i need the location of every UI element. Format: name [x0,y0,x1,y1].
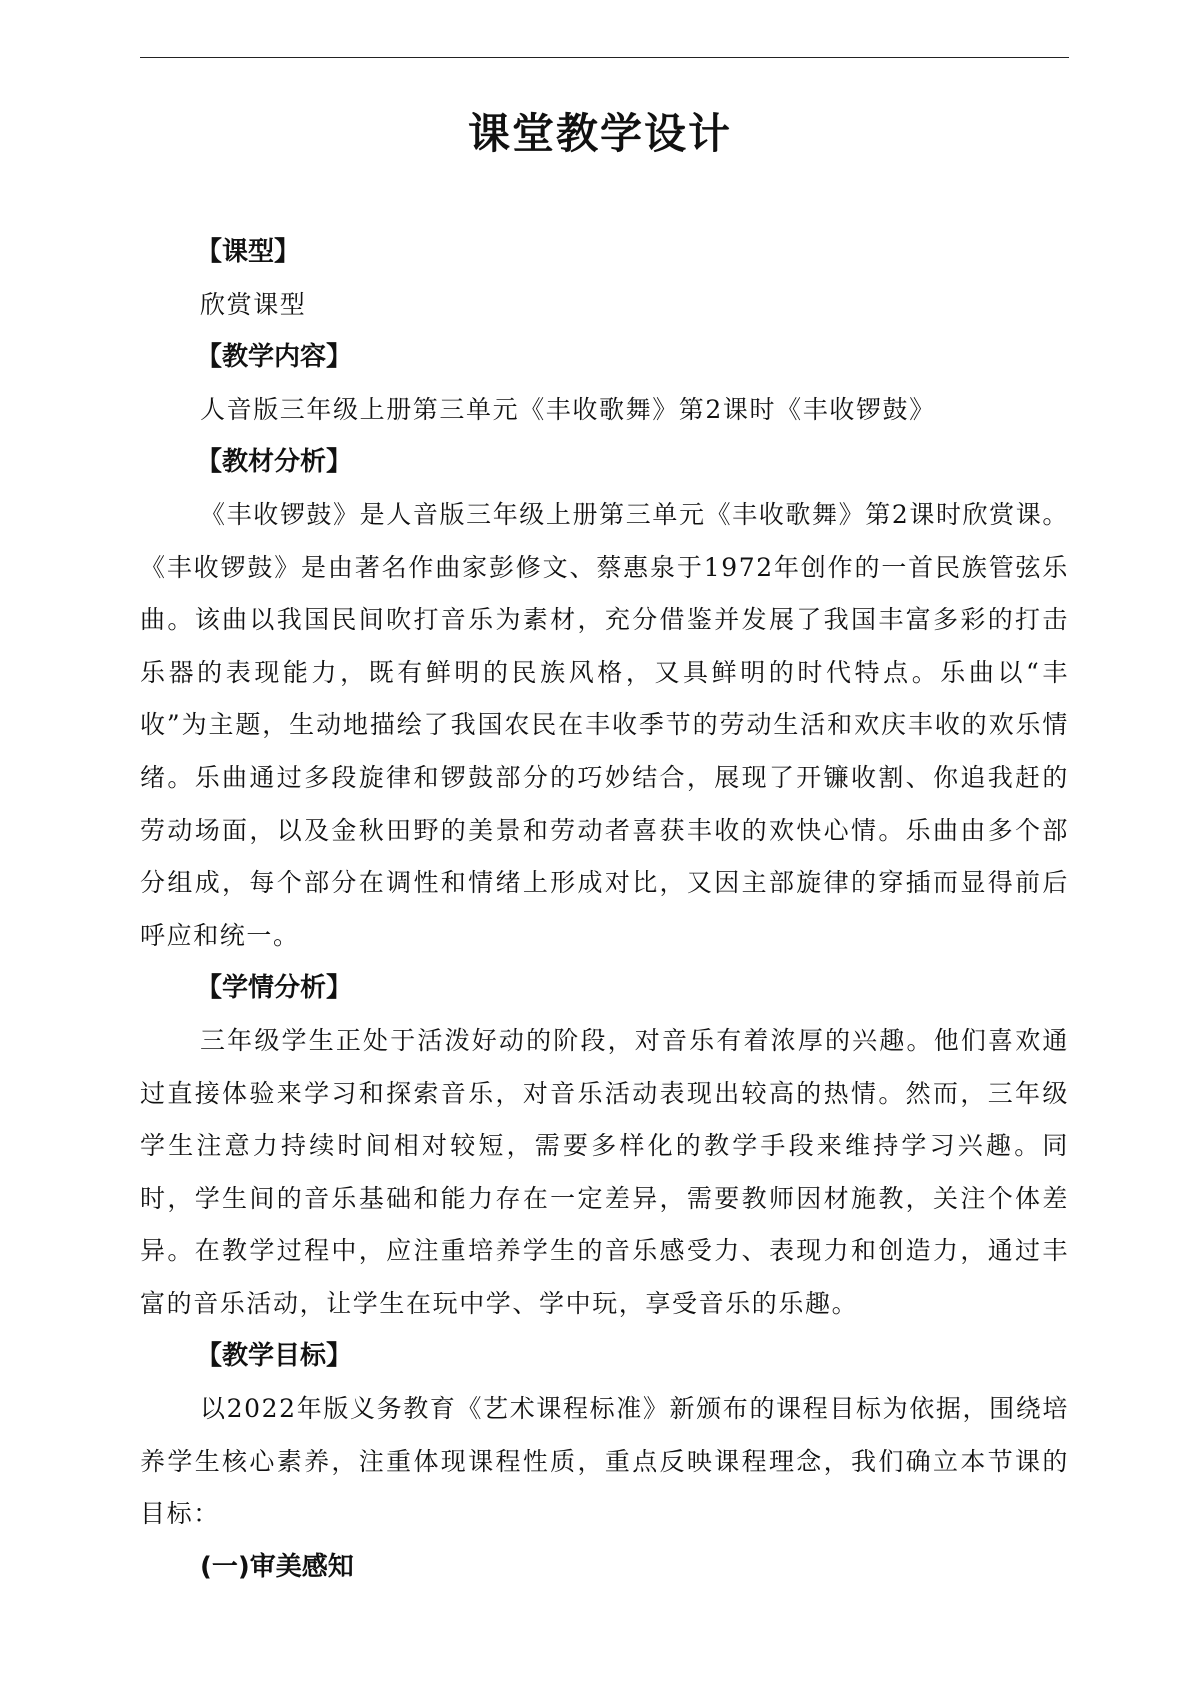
student-analysis-text: 三年级学生正处于活泼好动的阶段，对音乐有着浓厚的兴趣。他们喜欢通过直接体验来学习和探索音乐，对音乐活动表现出较高的热情。然而，三年级学生注意力持续时间相对较短，需要多样化的教学手段来维持学习兴趣。同时，学生间的音乐基础和能力存在一定差异，需要教师因材施教，关注个体差异。在教学过程中，应注重培养学生的音乐感受力、表现力和创造力，通过丰富的音乐活动，让学生在玩中学、学中玩，享受音乐的乐趣。 [140,1025,1069,1318]
section-heading-lesson-type: 【课型】 [196,237,301,267]
sub-heading-aesthetic-perception: (一)审美感知 [200,1551,354,1582]
teaching-content-text: 人音版三年级上册第三单元《丰收歌舞》第2课时《丰收锣鼓》 [200,394,936,424]
header-rule [140,57,1069,58]
document-body [140,226,1069,1593]
section-heading-material-analysis: 【教材分析】 [196,447,353,478]
lesson-type-text: 欣赏课型 [200,289,307,319]
page-title: 课堂教学设计 [467,109,732,158]
section-heading-teaching-content: 【教学内容】 [196,342,353,373]
material-analysis-text: 《丰收锣鼓》是人音版三年级上册第三单元《丰收歌舞》第2课时欣赏课。《丰收锣鼓》是由著名作曲家彭修文、蔡惠泉于1972年创作的一首民族管弦乐曲。该曲以我国民间吹打音乐为素材，充分借鉴并发展了我国丰富多彩的打击乐器的表现能力，既有鲜明的民族风格，又具鲜明的时代特点。乐曲以“丰收”为主题，生动地描绘了我国农民在丰收季节的劳动生活和欢庆丰收的欢乐情绪。乐曲通过多段旋律和锣鼓部分的巧妙结合，展现了开镰收割、你追我赶的劳动场面，以及金秋田野的美景和劳动者喜获丰收的欢快心情。乐曲由多个部分组成，每个部分在调性和情绪上形成对比，又因主部旋律的穿插而显得前后呼应和统一。 [140,499,1069,950]
section-heading-student-analysis: 【学情分析】 [196,973,353,1004]
teaching-objectives-text: 以2022年版义务教育《艺术课程标准》新颁布的课程目标为依据，围绕培养学生核心素养，注重体现课程性质，重点反映课程理念，我们确立本节课的目标： [140,1394,1069,1529]
section-heading-teaching-objectives: 【教学目标】 [196,1341,353,1372]
